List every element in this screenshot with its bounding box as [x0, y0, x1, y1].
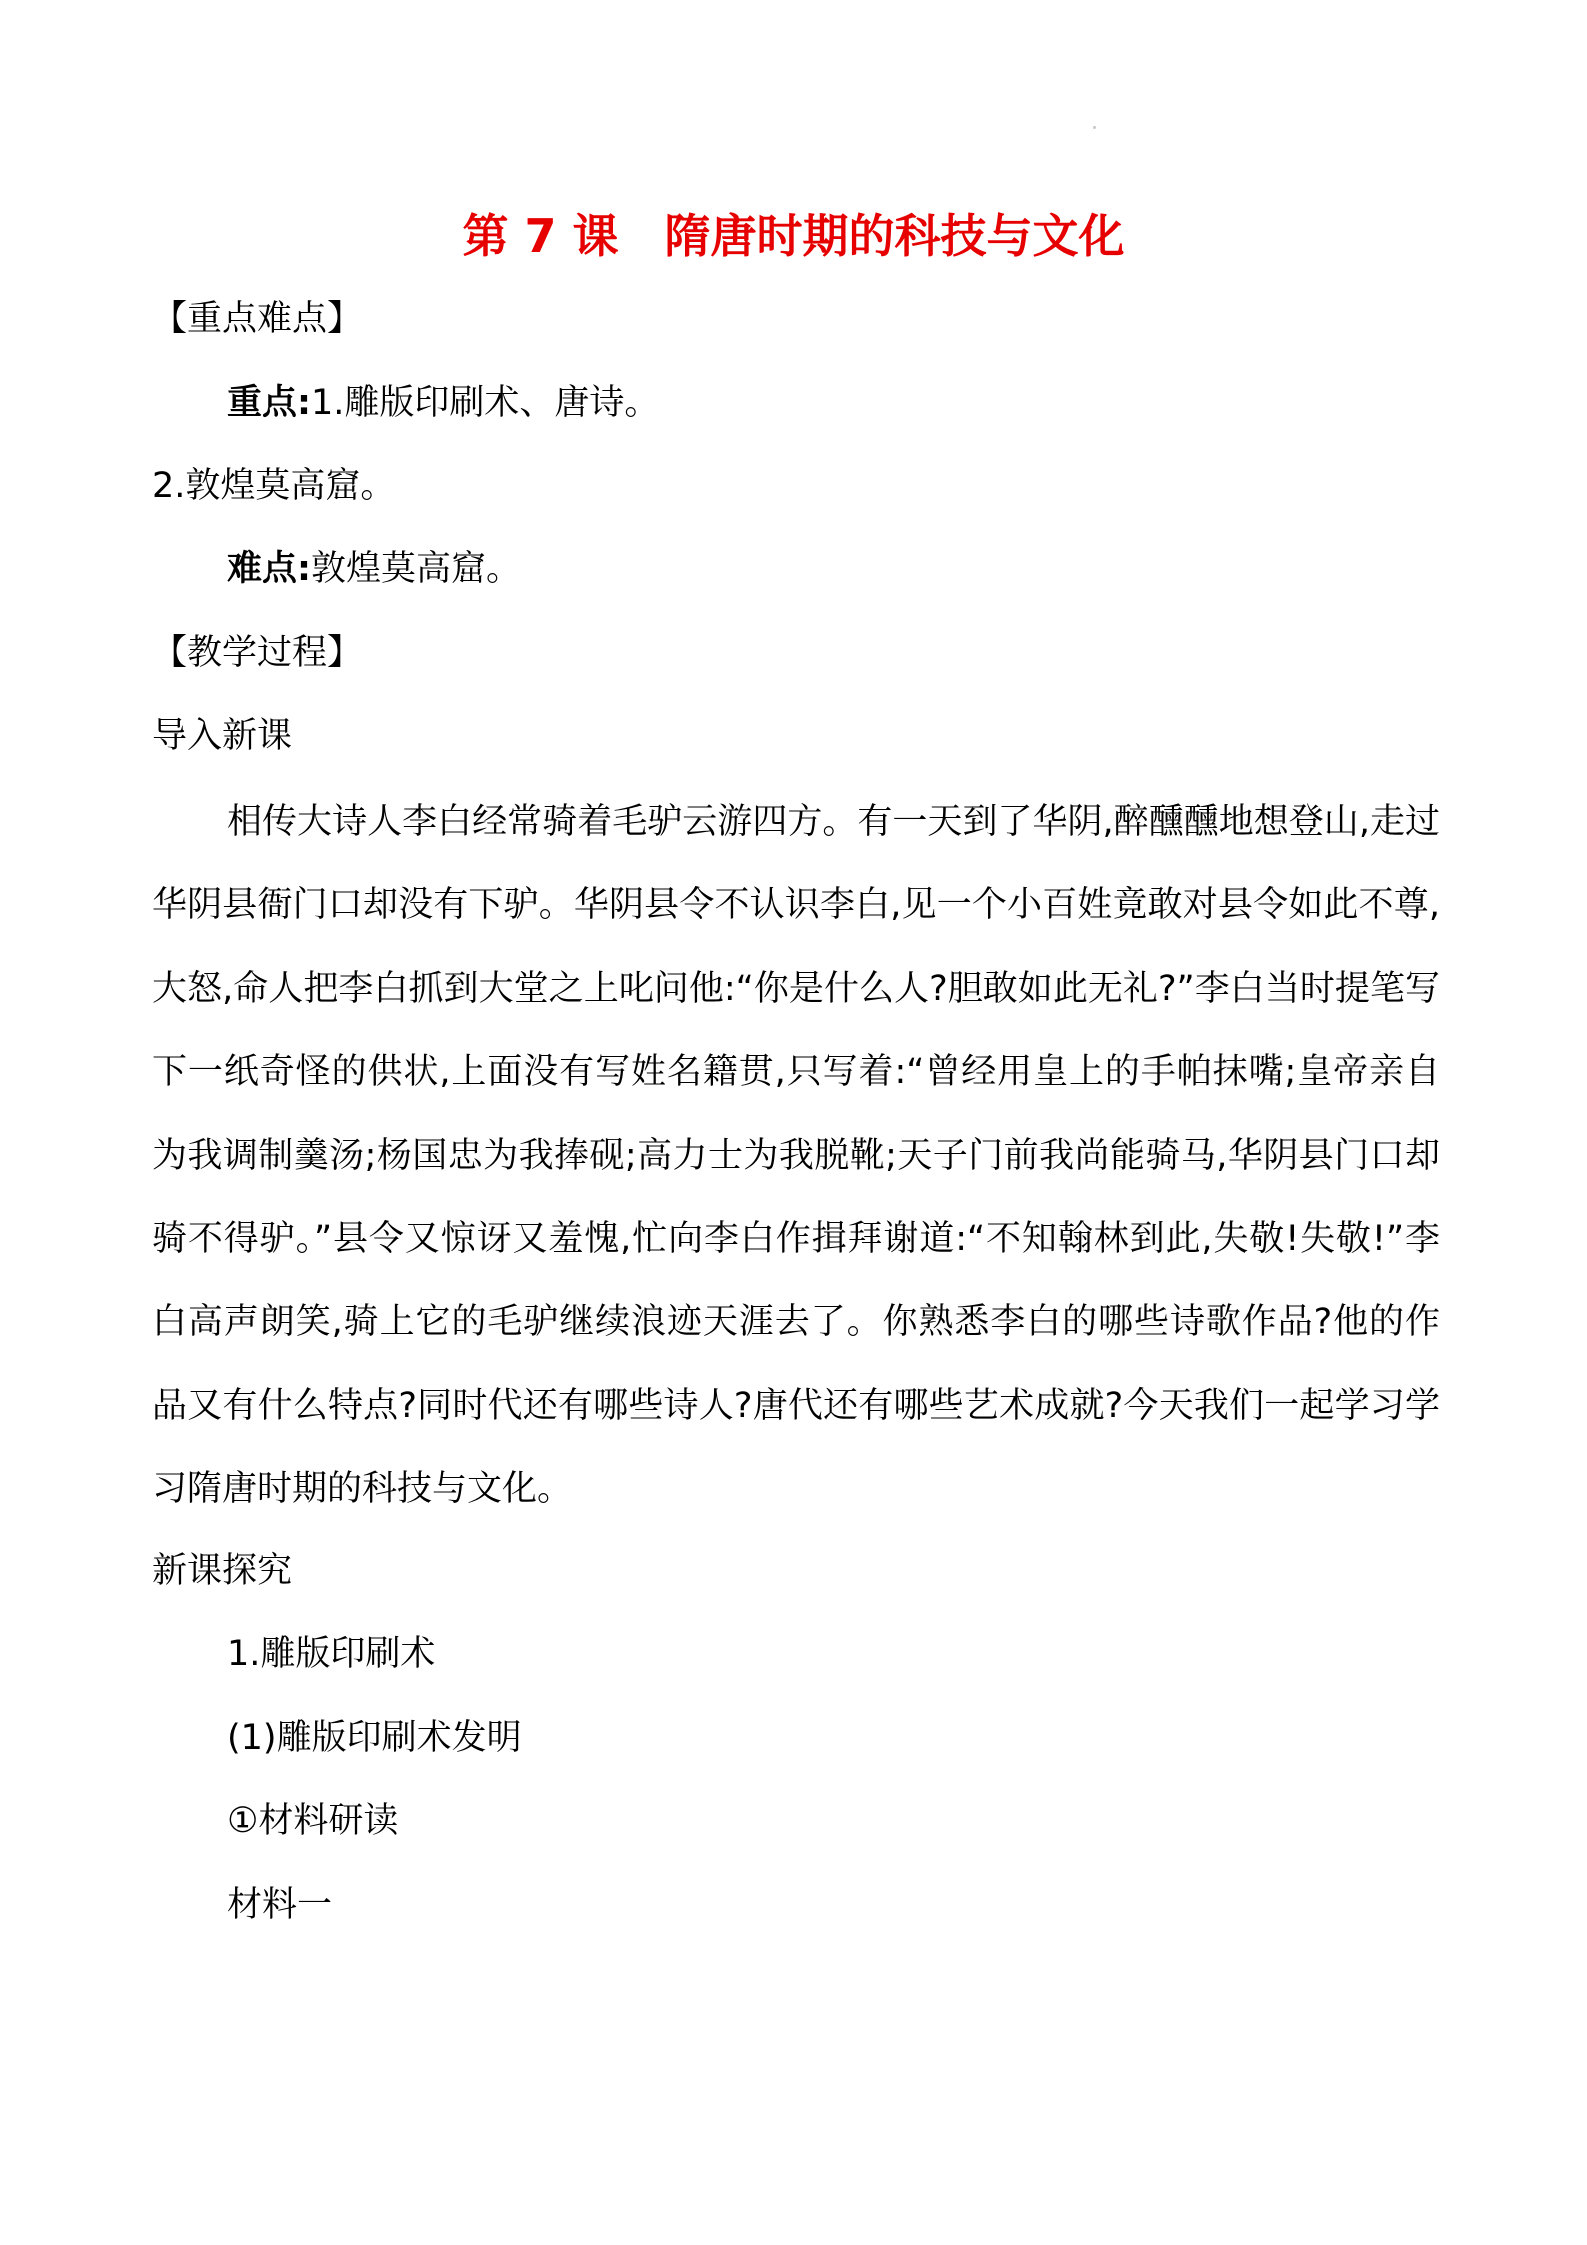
material-1: 材料一 — [227, 1885, 333, 1925]
key-label: 重点 — [227, 383, 298, 423]
key-colon: : — [297, 383, 312, 423]
difficult-label: 难点 — [227, 549, 298, 589]
item-1-1: (1)雕版印刷术发明 — [227, 1718, 522, 1758]
intro-heading: 导入新课 — [152, 716, 293, 756]
difficult-points-line — [227, 528, 521, 611]
key-points-line — [227, 362, 659, 445]
key-text: 1.雕版印刷术、唐诗。 — [311, 383, 660, 423]
lesson-title — [0, 198, 1587, 274]
new-lesson-heading: 新课探究 — [152, 1551, 293, 1591]
scan-speck — [1093, 126, 1096, 129]
item-circle-1: ①材料研读 — [227, 1801, 399, 1841]
item-1: 1.雕版印刷术 — [227, 1634, 436, 1674]
difficult-colon: : — [297, 549, 312, 589]
difficult-text: 敦煌莫高窟。 — [311, 549, 522, 589]
lesson-title-text: 隋唐时期的科技与文化 — [664, 209, 1125, 263]
key-points-line-2: 2.敦煌莫高窟。 — [152, 466, 396, 506]
key-points-heading: 【重点难点】 — [152, 299, 363, 339]
lesson-number: 第 7 课 — [462, 209, 619, 263]
process-heading: 【教学过程】 — [152, 633, 363, 673]
intro-paragraph: 相传大诗人李白经常骑着毛驴云游四方。有一天到了华阴,醉醺醺地想登山,走过华阴县衙门口却没有下驴。华阴县令不认识李白,见一个小百姓竟敢对县令如此不尊,大怒,命人把李白抓到大堂之上叱问他:“你是什么人?胆敢如此无礼?”李白当时提笔写下一纸奇怪的供状,上面没有写姓名籍贯,只写着:“曾经用皇上的手帕抹嘴;皇帝亲自为我调制羹汤;杨国忠为我捧砚;高力士为我脱靴;天子门前我尚能骑马,华阴县门口却骑不得驴。”县令又惊讶又羞愧,忙向李白作揖拜谢道:“不知翰林到此,失敬!失敬!”李白高声朗笑,骑上它的毛驴继续浪迹天涯去了。你熟悉李白的哪些诗歌作品?他的作品又有什么特点?同时代还有哪些诗人?唐代还有哪些艺术成就?今天我们一起学习学习隋唐时期的科技与文化。 — [152, 802, 1440, 1510]
